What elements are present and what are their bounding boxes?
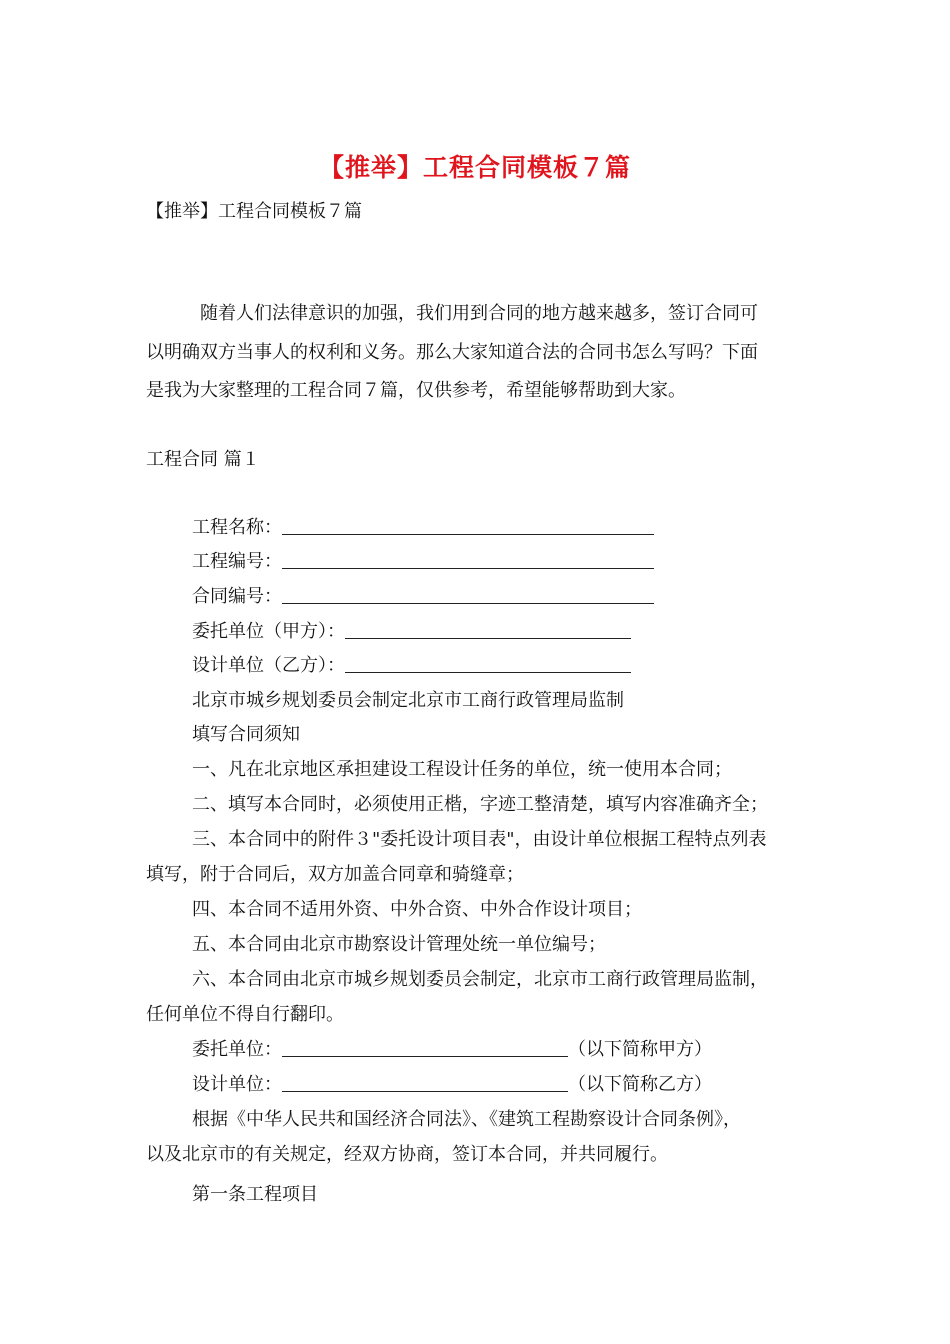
field-label: 设计单位（乙方）：	[192, 655, 345, 676]
field-designer	[192, 654, 631, 678]
blank-line	[282, 516, 654, 535]
party-b-label: 设计单位：	[192, 1074, 282, 1095]
notice-item-3: 三、本合同中的附件３"委托设计项目表"，由设计单位根据工程特点列表	[192, 829, 767, 850]
notice-item-3-cont: 填写，附于合同后，双方加盖合同章和骑缝章；	[146, 864, 524, 885]
notice-item-6-cont: 任何单位不得自行翻印。	[146, 1004, 344, 1025]
field-label: 工程名称：	[192, 517, 282, 538]
notice-heading: 填写合同须知	[192, 724, 300, 745]
notice-item-2: 二、填写本合同时，必须使用正楷，字迹工整清楚，填写内容准确齐全；	[192, 794, 768, 815]
blank-line	[282, 585, 654, 604]
notice-item-5: 五、本合同由北京市勘察设计管理处统一单位编号；	[192, 934, 606, 955]
section-heading: 工程合同 篇１	[146, 449, 260, 470]
basis-line-2: 以及北京市的有关规定，经双方协商，签订本合同，并共同履行。	[146, 1144, 668, 1165]
notice-item-1: 一、凡在北京地区承担建设工程设计任务的单位，统一使用本合同；	[192, 759, 732, 780]
intro-line-1: 随着人们法律意识的加强，我们用到合同的地方越来越多，签订合同可	[200, 303, 758, 324]
field-label: 委托单位（甲方）：	[192, 621, 345, 642]
blank-line	[282, 1073, 568, 1092]
document-title: 【推举】工程合同模板７篇	[318, 153, 631, 182]
basis-line-1: 根据《中华人民共和国经济合同法》、《建筑工程勘察设计合同条例》，	[192, 1109, 741, 1130]
authority-line: 北京市城乡规划委员会制定北京市工商行政管理局监制	[192, 690, 624, 711]
party-a-label: 委托单位：	[192, 1039, 282, 1060]
document-subtitle: 【推举】工程合同模板７篇	[146, 201, 362, 222]
party-a-line	[192, 1038, 712, 1062]
party-a-note: （以下简称甲方）	[568, 1039, 712, 1060]
field-contract-number	[192, 585, 654, 609]
intro-line-3: 是我为大家整理的工程合同７篇，仅供参考，希望能够帮助到大家。	[146, 380, 686, 401]
blank-line	[345, 620, 631, 639]
blank-line	[345, 654, 631, 673]
blank-line	[282, 550, 654, 569]
field-client	[192, 620, 631, 644]
field-project-number	[192, 550, 654, 574]
party-b-line	[192, 1073, 712, 1097]
intro-line-2: 以明确双方当事人的权利和义务。那么大家知道合法的合同书怎么写吗？下面	[146, 342, 758, 363]
notice-item-4: 四、本合同不适用外资、中外合资、中外合作设计项目；	[192, 899, 642, 920]
field-project-name	[192, 516, 654, 540]
article-1-heading: 第一条工程项目	[192, 1184, 318, 1205]
party-b-note: （以下简称乙方）	[568, 1074, 712, 1095]
field-label: 合同编号：	[192, 586, 282, 607]
notice-item-6: 六、本合同由北京市城乡规划委员会制定，北京市工商行政管理局监制，	[192, 969, 768, 990]
blank-line	[282, 1038, 568, 1057]
field-label: 工程编号：	[192, 551, 282, 572]
